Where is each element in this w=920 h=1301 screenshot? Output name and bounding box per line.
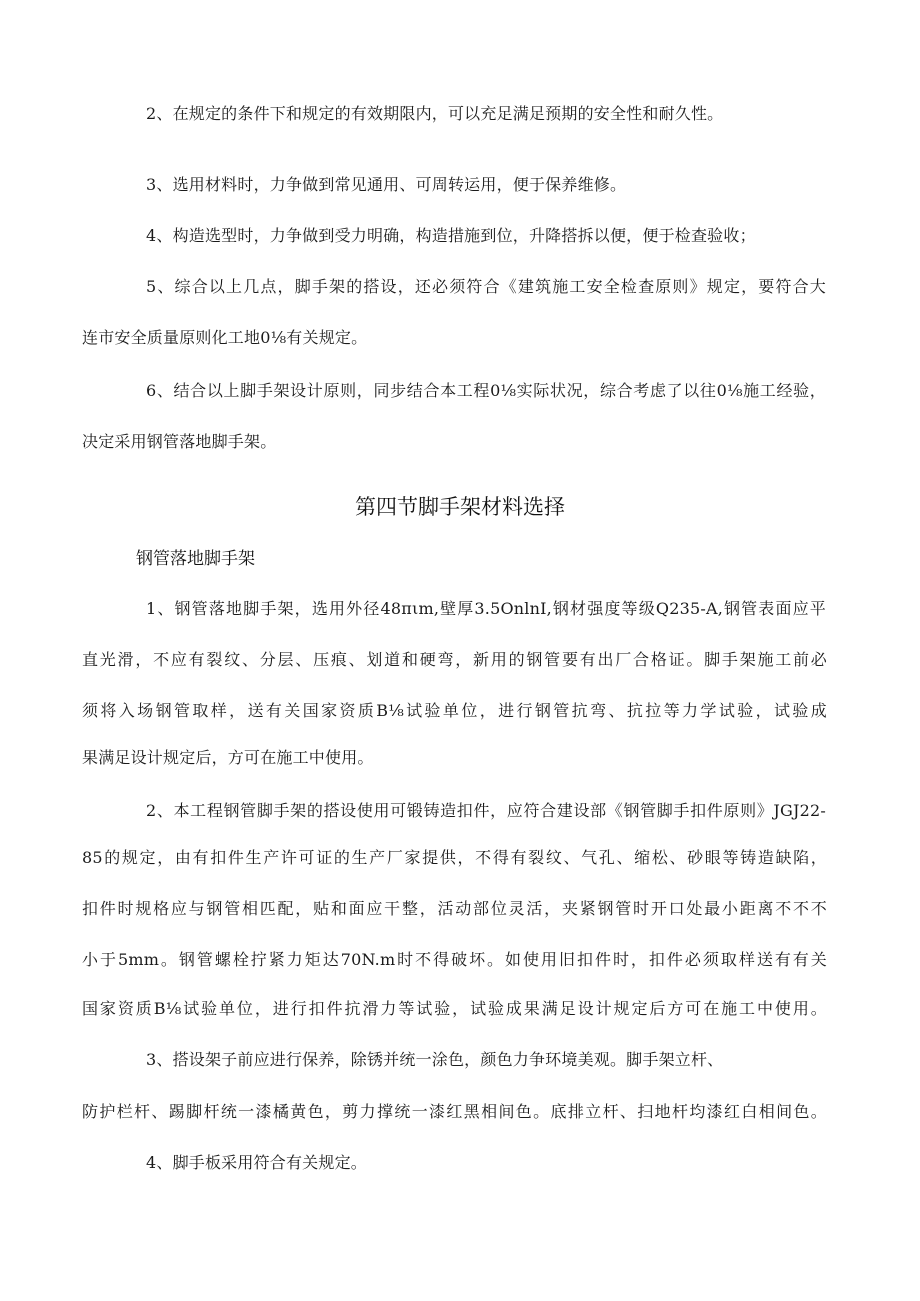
paragraph-line: 5、综合以上几点，脚手架的搭设，还必须符合《建筑施工安全检查原则》规定，要符合大 xyxy=(146,277,826,296)
paragraph-line: 果满足设计规定后，方可在施工中使用。 xyxy=(82,748,374,767)
paragraph-line: 国家资质B⅛试验单位，进行扣件抗滑力等试验，试验成果满足设计规定后方可在施工中使用。 xyxy=(82,999,827,1018)
paragraph-line: 3、选用材料时，力争做到常见通用、可周转运用，便于保养维修。 xyxy=(146,175,627,194)
paragraph-line: 须将入场钢管取样，送有关国家资质B⅛试验单位，进行钢管抗弯、抗拉等力学试验，试验成 xyxy=(82,701,827,720)
paragraph-line: 扣件时规格应与钢管相匹配，贴和面应干整，活动部位灵活，夹紧钢管时开口处最小距离不不不 xyxy=(82,899,827,918)
paragraph-line: 防护栏杆、踢脚杆统一漆橘黄色，剪力撑统一漆红黑相间色。底排立杆、扫地杆均漆红白相间色。 xyxy=(82,1102,827,1121)
paragraph-line: 决定采用钢管落地脚手架。 xyxy=(82,432,277,451)
paragraph-line: 2、本工程钢管脚手架的搭设使用可锻铸造扣件，应符合建设部《钢管脚手扣件原则》JGJ22- xyxy=(146,801,826,820)
paragraph-line: 3、搭设架子前应进行保养，除锈并统一涂色，颜色力争环境美观。脚手架立杆、 xyxy=(146,1050,724,1069)
paragraph-line: 小于5mm。钢管螺栓拧紧力矩达70N.m时不得破坏。如使用旧扣件时，扣件必须取样送有有关 xyxy=(82,950,827,969)
paragraph-line: 85的规定，由有扣件生产许可证的生产厂家提供，不得有裂纹、气孔、缩松、砂眼等铸造缺陷， xyxy=(82,848,827,867)
paragraph-line: 4、构造选型时，力争做到受力明确，构造措施到位，升降搭拆以便，便于检查验收； xyxy=(146,226,756,245)
subheading: 钢管落地脚手架 xyxy=(136,549,255,569)
paragraph-line: 连市安全质量原则化工地0⅛有关规定。 xyxy=(82,328,368,347)
paragraph-line: 6、结合以上脚手架设计原则，同步结合本工程0⅛实际状况，综合考虑了以往0⅛施工经验， xyxy=(146,381,826,400)
paragraph-line: 直光滑，不应有裂纹、分层、压痕、划道和硬弯，新用的钢管要有出厂合格证。脚手架施工前必 xyxy=(82,650,827,669)
paragraph-line: 1、钢管落地脚手架，选用外径48πιm,壁厚3.5OnlnI,钢材强度等级Q235-A,钢管表面应平 xyxy=(146,599,826,618)
section-title: 第四节脚手架材料选择 xyxy=(355,495,565,519)
paragraph-line: 4、脚手板采用符合有关规定。 xyxy=(146,1153,367,1172)
paragraph-line: 2、在规定的条件下和规定的有效期限内，可以充足满足预期的安全性和耐久性。 xyxy=(146,104,724,123)
